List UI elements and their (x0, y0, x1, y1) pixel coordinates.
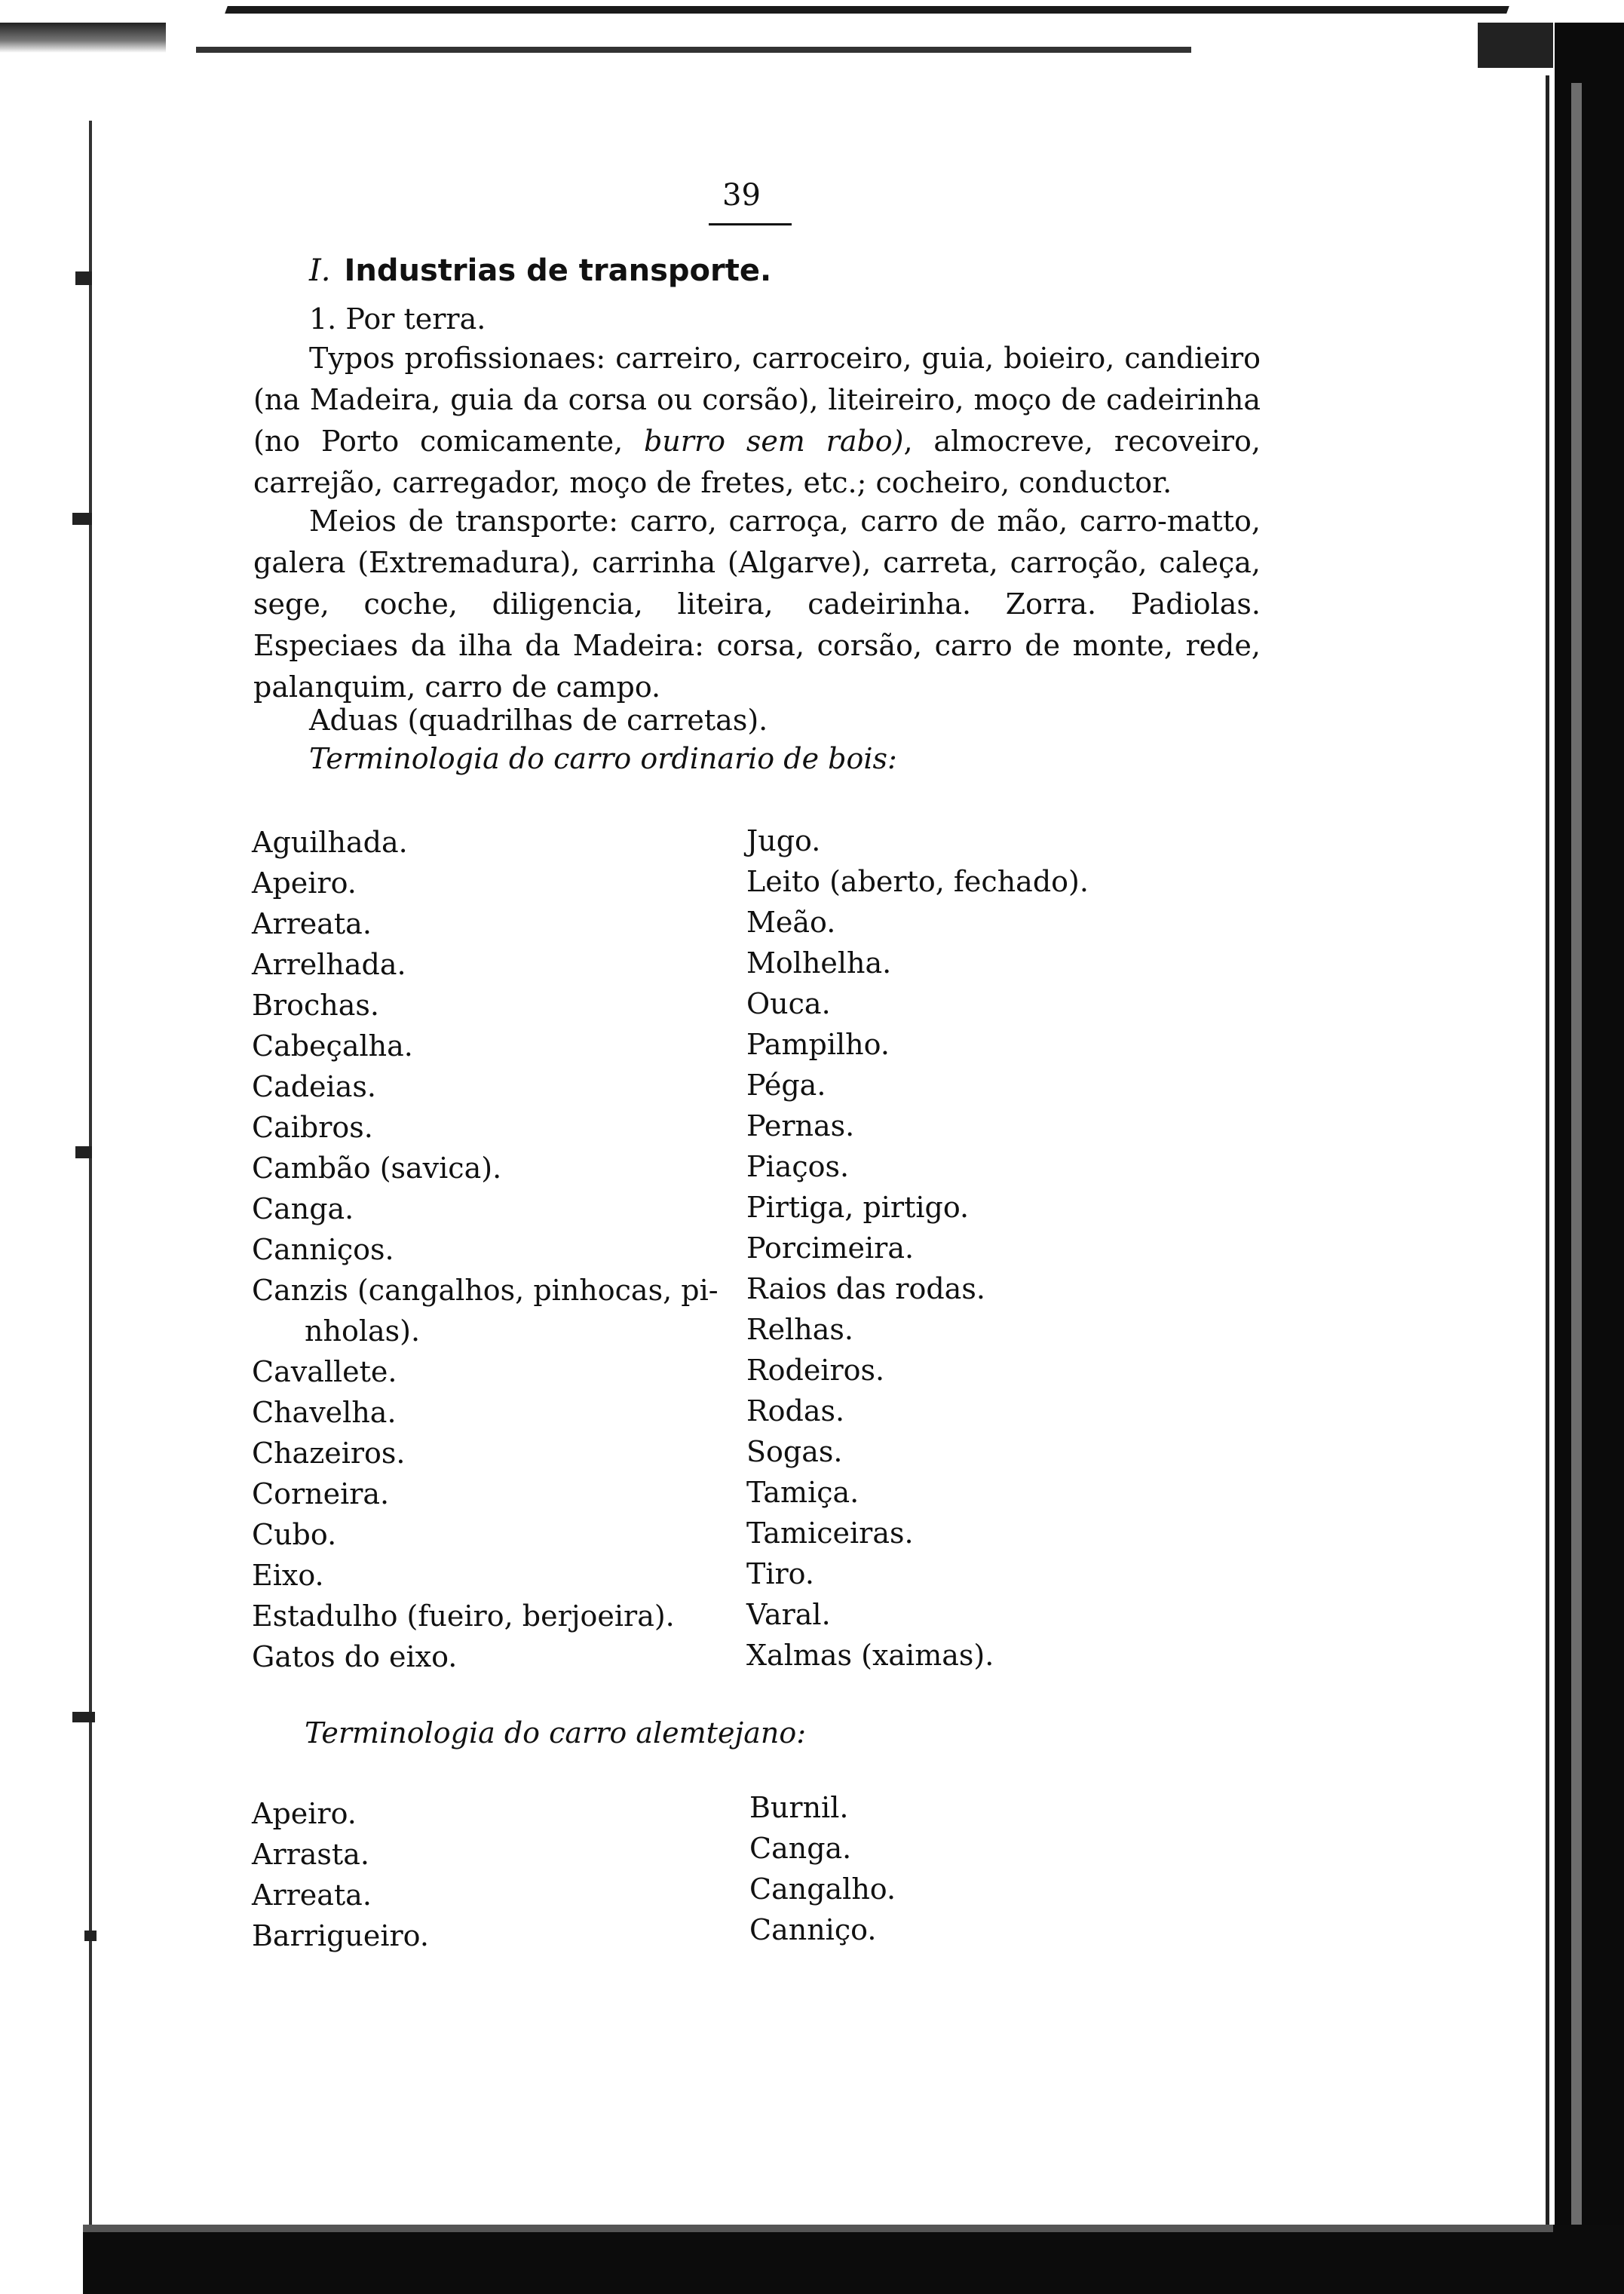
list-item: nholas). (305, 1314, 421, 1348)
list-item: Meão. (746, 906, 836, 939)
list-item: Rodas. (746, 1394, 845, 1428)
list-item: Brochas. (252, 989, 379, 1022)
list-item: Rodeiros. (746, 1354, 885, 1387)
list-item: Burnil. (749, 1791, 849, 1824)
list-item: Tamiça. (746, 1476, 859, 1509)
page-number: 39 (722, 178, 761, 213)
list-item: Caibros. (252, 1111, 373, 1144)
list-item: Aguilhada. (252, 826, 408, 859)
list-item: Canniço. (749, 1913, 877, 1946)
binding-mark (84, 1931, 97, 1941)
page-right-border (1546, 75, 1549, 2247)
list-item: Relhas. (746, 1313, 853, 1346)
list-item: Sogas. (746, 1435, 843, 1468)
typos-text-1: Typos profissionaes: carreiro, carroceiro, guia, boieiro, candieiro (na Madeira, guia da corsa ou corsão), liteireiro, moço de cadeirinha (no Porto comicamente, (253, 342, 1261, 458)
list-item: Raios das rodas. (746, 1272, 985, 1305)
list-item: Chavelha. (252, 1396, 397, 1429)
terminology-ordinario-heading: Terminologia do carro ordinario de bois: (309, 742, 897, 775)
list-item: Cambão (savica). (252, 1152, 502, 1185)
binding-mark (75, 271, 92, 285)
list-item: Arrasta. (252, 1838, 369, 1871)
list-item: Pirtiga, pirtigo. (746, 1191, 970, 1224)
paragraph-typos (253, 338, 1261, 504)
scan-top-edge (0, 0, 1624, 72)
list-item: Canniços. (252, 1233, 394, 1266)
paragraph-aduas: Aduas (quadrilhas de carretas). (309, 704, 768, 737)
list-item: Porcimeira. (746, 1231, 915, 1265)
list-item: Chazeiros. (252, 1437, 406, 1470)
terminology-alemtejano-heading: Terminologia do carro alemtejano: (305, 1716, 807, 1750)
list-item: Piaços. (746, 1150, 850, 1183)
list-item: Varal. (746, 1598, 831, 1631)
page-left-border (89, 121, 92, 2225)
list-item: Eixo. (252, 1559, 324, 1592)
list-item: Apeiro. (252, 866, 357, 900)
list-item: Xalmas (xaimas). (746, 1639, 994, 1672)
list-item: Arreata. (252, 1878, 372, 1912)
terminology-ordinario-left-list (252, 822, 719, 1677)
terminology-ordinario-right-list (746, 820, 1089, 1676)
list-item: Pernas. (746, 1109, 855, 1142)
section-title: Industrias de transporte. (344, 253, 772, 288)
binding-mark (72, 1712, 95, 1722)
list-item: Cubo. (252, 1518, 337, 1551)
typos-text-2: , almocreve, recoveiro, carrejão, carregador, moço de fretes, etc.; cocheiro, conductor. (253, 425, 1261, 499)
binding-mark (75, 1146, 92, 1158)
list-item: Jugo. (746, 824, 821, 857)
paragraph-meios: Meios de transporte: carro, carroça, carro de mão, carro-matto, galera (Extremadura), carrinha (Algarve), carreta, carroção, caleça, sege, coche, diligencia, liteira, cadeirinha. Zorra. Padiolas. Especiaes da ilha da Madeira: corsa, corsão, carro de monte, rede, palanquim, carro de campo. (253, 504, 1261, 704)
list-item: Gatos do eixo. (252, 1640, 458, 1673)
subsection-heading: 1. Por terra. (309, 302, 486, 336)
list-item: Corneira. (252, 1477, 390, 1510)
binding-mark (72, 513, 92, 525)
list-item: Arrelhada. (252, 948, 406, 981)
section-heading (309, 253, 771, 288)
list-item: Canga. (252, 1192, 354, 1225)
terminology-alemtejano-left-list (252, 1793, 429, 1956)
list-item: Tamiceiras. (746, 1517, 914, 1550)
page-number-rule (709, 223, 792, 225)
section-letter: I. (309, 253, 331, 288)
terminology-alemtejano-right-list (749, 1787, 896, 1950)
list-item: Péga. (746, 1069, 826, 1102)
list-item: Cangalho. (749, 1872, 896, 1906)
list-item: Ouca. (746, 987, 831, 1020)
list-item: Apeiro. (252, 1797, 357, 1830)
list-item: Cabeçalha. (252, 1029, 413, 1063)
list-item: Molhelha. (746, 946, 892, 980)
list-item: Estadulho (fueiro, berjoeira). (252, 1599, 675, 1633)
list-item: Arreata. (252, 907, 372, 940)
list-item: Barrigueiro. (252, 1919, 429, 1952)
list-item: Pampilho. (746, 1028, 890, 1061)
list-item: Leito (aberto, fechado). (746, 865, 1089, 898)
list-item: Cavallete. (252, 1355, 397, 1388)
list-item: Canzis (cangalhos, pinhocas, pi- (252, 1274, 719, 1307)
list-item: Cadeias. (252, 1070, 376, 1103)
scan-right-edge (1555, 23, 1624, 2294)
list-item: Canga. (749, 1832, 852, 1865)
list-item: Tiro. (746, 1557, 814, 1590)
scan-bottom-edge (83, 2225, 1624, 2294)
typos-text-italic: burro sem rabo) (643, 425, 904, 458)
